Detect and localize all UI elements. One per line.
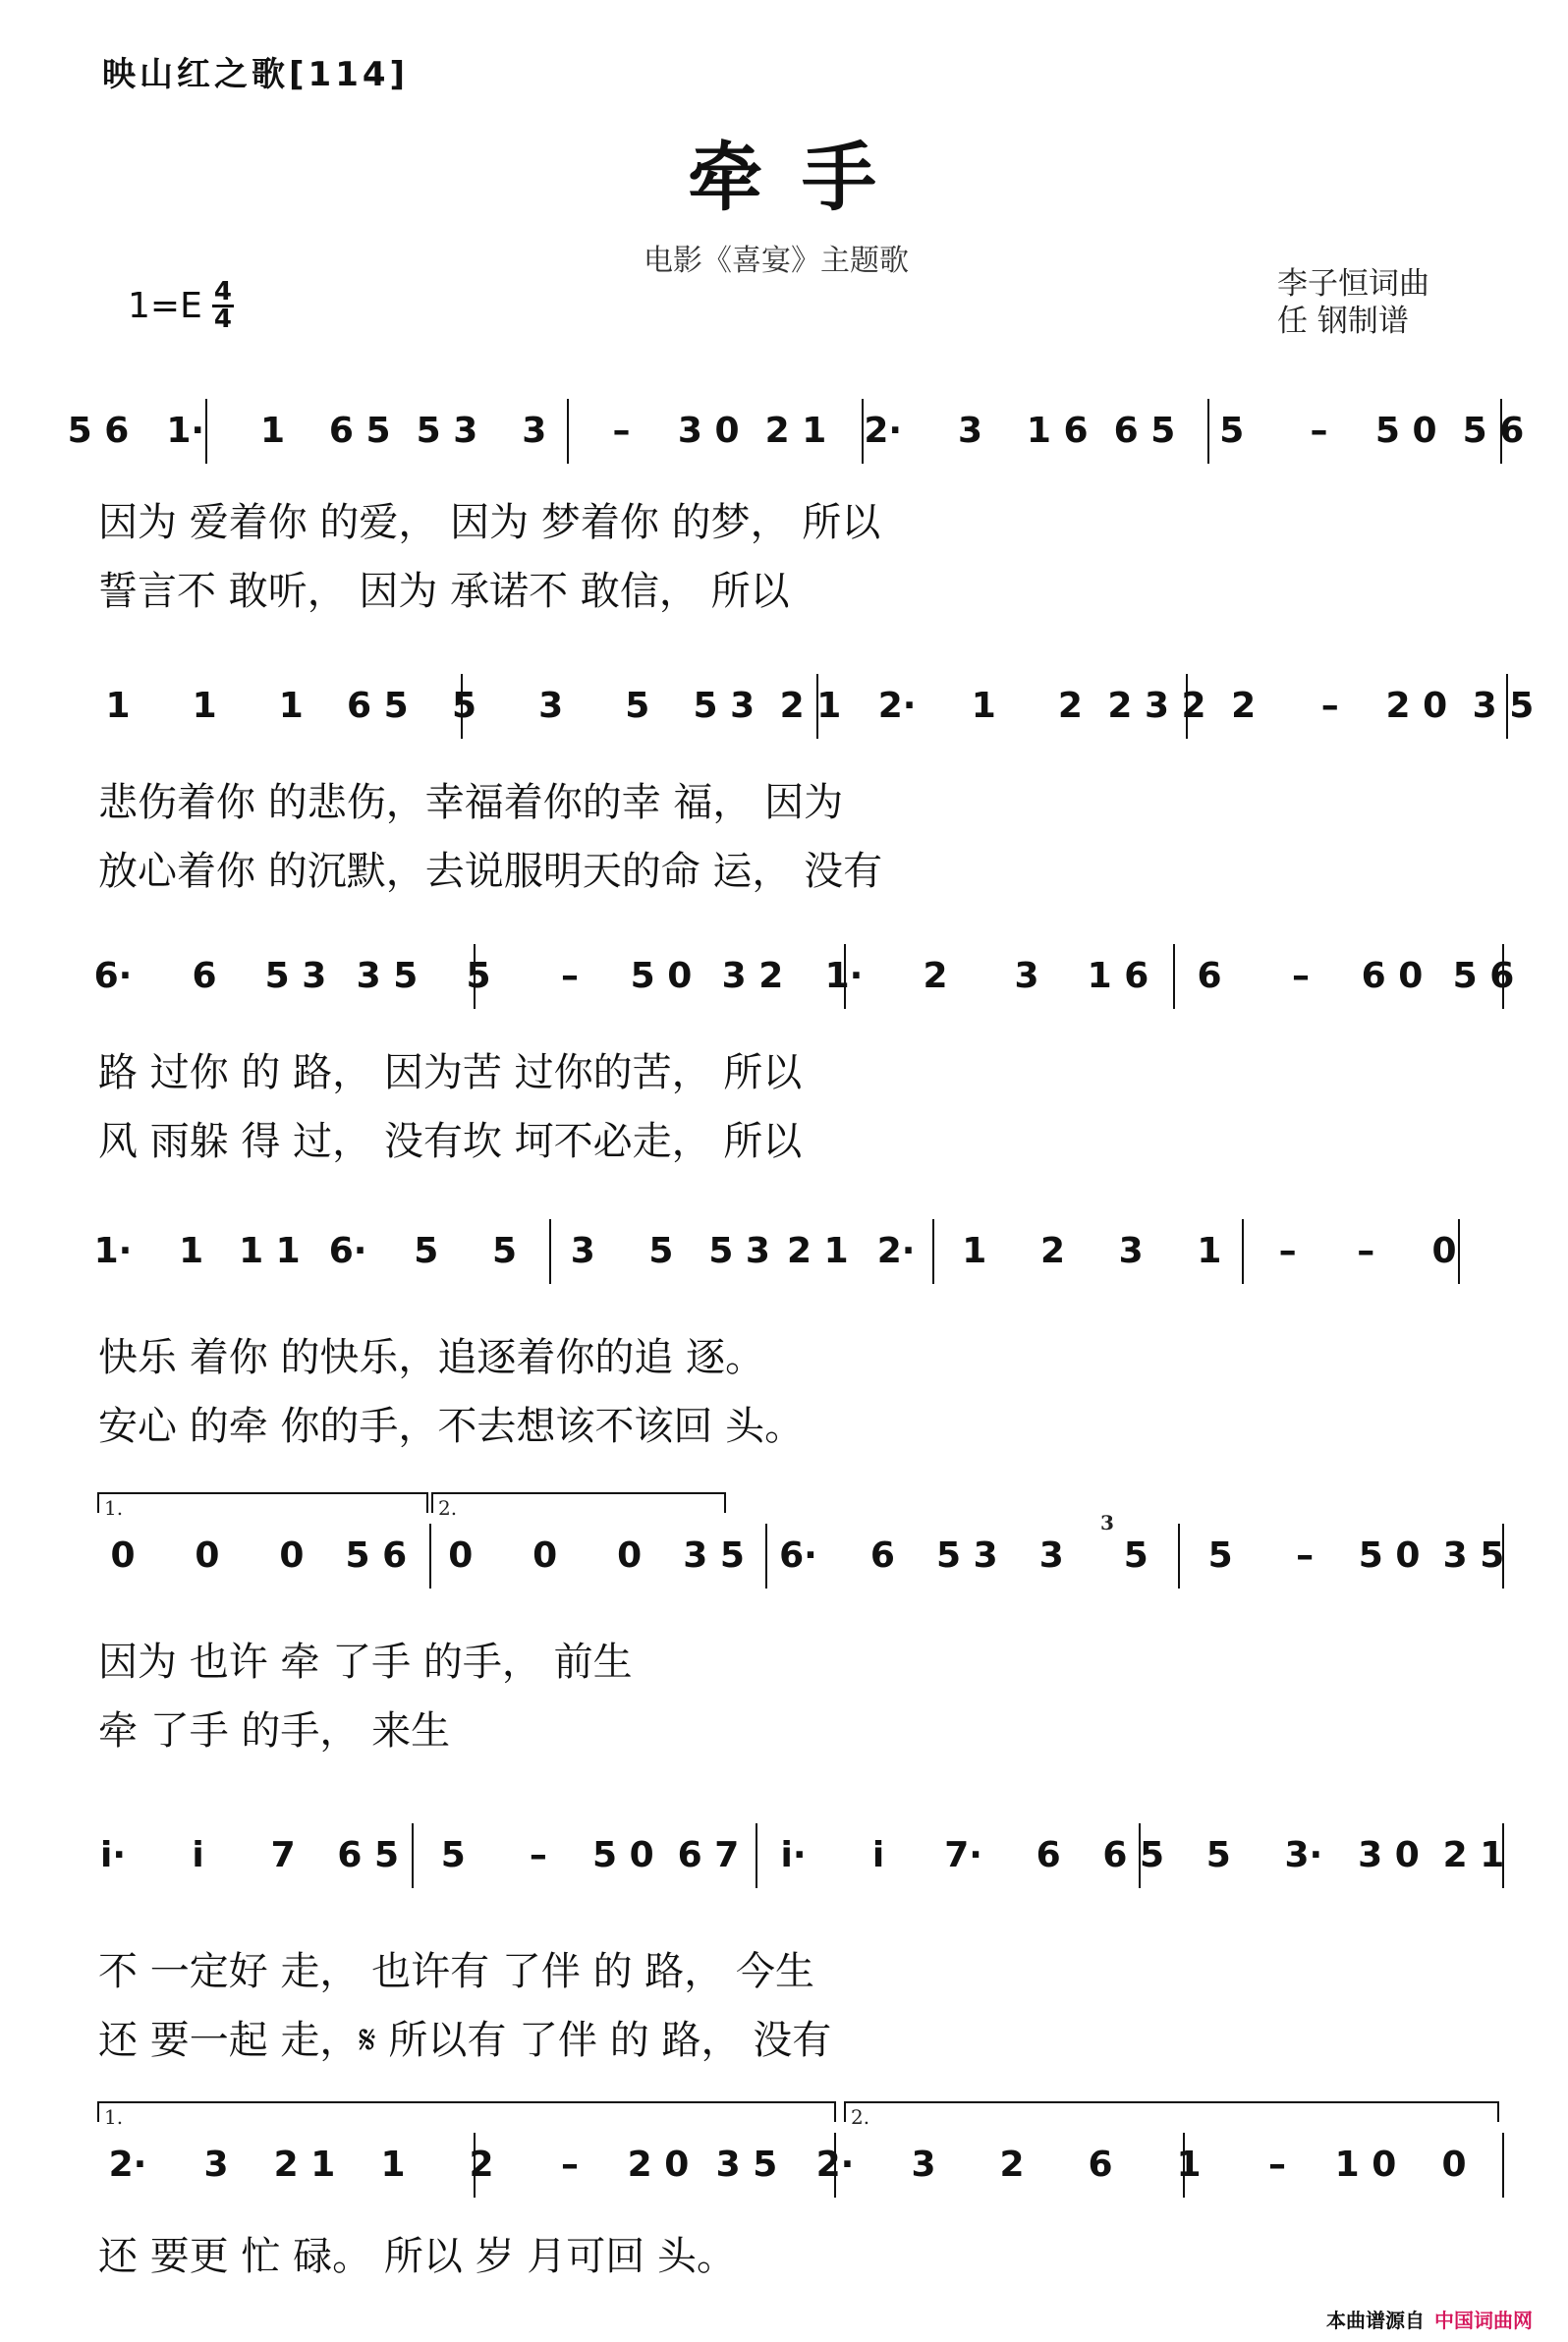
- note-token: 1: [105, 686, 131, 726]
- volta-label: 1.: [104, 1496, 124, 1520]
- note-token: 6·: [328, 1231, 367, 1271]
- note-token: 5: [625, 686, 650, 726]
- note-token: 3: [1038, 1535, 1064, 1576]
- source-label: 本曲谱源自: [1326, 2309, 1425, 2332]
- note-token: 6: [1197, 956, 1222, 996]
- note-token: 3: [538, 686, 564, 726]
- note-token: –: [1310, 411, 1328, 451]
- note-token: 6: [869, 1535, 895, 1576]
- note-token: 5: [1207, 1535, 1233, 1576]
- note-token: 0: [1431, 1231, 1457, 1271]
- note-token: 5: [451, 686, 477, 726]
- note-token: i·: [780, 1835, 807, 1875]
- lyric-line-verse-2: 牵 了手 的手， 来生: [98, 1708, 451, 1754]
- note-token: 5: [1123, 1535, 1148, 1576]
- note-token: 5 0: [592, 1835, 654, 1875]
- lyric-line-verse-2: 放心着你 的沉默，去说服明天的命 运， 没有: [98, 849, 883, 894]
- note-token: 3 2: [721, 956, 784, 996]
- note-token: 6 5: [347, 686, 409, 726]
- lyric-line-verse-1: 还 要更 忙 碌。 所以 岁 月可回 头。: [98, 2234, 737, 2279]
- note-token: 6: [1088, 2145, 1113, 2185]
- note-token: 6 5: [1113, 411, 1176, 451]
- note-token: 5: [440, 1835, 466, 1875]
- note-token: –: [1278, 1231, 1297, 1271]
- note-token: –: [1292, 956, 1310, 996]
- note-token: 2 1: [764, 411, 827, 451]
- note-token: 5: [414, 1231, 439, 1271]
- lyric-line-verse-1: 因为 也许 牵 了手 的手， 前生: [98, 1640, 633, 1685]
- note-token: 5 0: [1374, 411, 1437, 451]
- lyric-line-verse-1: 不 一定好 走， 也许有 了伴 的 路， 今生: [98, 1949, 815, 1994]
- note-token: 1: [278, 686, 304, 726]
- note-token: 2 1: [787, 1231, 849, 1271]
- note-token: 1 6: [1026, 411, 1089, 451]
- volta-label: 1.: [104, 2105, 124, 2129]
- volta-bracket: [845, 2102, 1498, 2122]
- note-token: 5 3: [416, 411, 478, 451]
- volta-bracket: [98, 2102, 835, 2122]
- note-token: 2·: [864, 411, 903, 451]
- note-token: 5 3: [693, 686, 756, 726]
- note-token: 7: [270, 1835, 296, 1875]
- note-token: –: [1296, 1535, 1315, 1576]
- note-token: –: [1320, 686, 1339, 726]
- song-subtitle: 电影《喜宴》主题歌: [644, 244, 909, 278]
- note-token: 6: [192, 956, 217, 996]
- note-token: i: [192, 1835, 204, 1875]
- note-token: 1: [962, 1231, 987, 1271]
- note-token: 1·: [824, 956, 864, 996]
- note-token: –: [612, 411, 631, 451]
- note-token: 3: [1014, 956, 1039, 996]
- note-token: 6 0: [1361, 956, 1424, 996]
- note-token: 5 6: [1452, 956, 1515, 996]
- note-token: 3: [570, 1231, 595, 1271]
- volta-bracket: [98, 1493, 427, 1513]
- lyric-line-verse-2: 风 雨躲 得 过， 没有坎 坷不必走， 所以: [98, 1119, 803, 1164]
- note-token: 1·: [93, 1231, 133, 1271]
- note-token: 0: [617, 1535, 643, 1576]
- note-token: 2·: [108, 2145, 147, 2185]
- note-token: –: [561, 956, 579, 996]
- note-token: i·: [99, 1835, 127, 1875]
- note-token: 2 1: [273, 2145, 336, 2185]
- lyric-line-verse-1: 悲伤着你 的悲伤，幸福着你的幸 福， 因为: [98, 780, 844, 825]
- note-token: 7·: [944, 1835, 982, 1875]
- note-token: 1: [1176, 2145, 1202, 2185]
- note-token: 2: [999, 2145, 1025, 2185]
- note-token: 1 6: [1087, 956, 1149, 996]
- note-token: 5: [648, 1231, 674, 1271]
- note-token: –: [1357, 1231, 1375, 1271]
- note-token: 5: [491, 1231, 518, 1271]
- lyric-line-verse-1: 快乐 着你 的快乐，追逐着你的追 逐。: [98, 1335, 765, 1380]
- lyric-line-verse-1: 路 过你 的 路， 因为苦 过你的苦， 所以: [98, 1050, 803, 1095]
- note-token: 5 6: [1462, 411, 1525, 451]
- note-token: 6·: [93, 956, 133, 996]
- note-token: 1: [380, 2145, 406, 2185]
- note-token: 0: [1441, 2145, 1467, 2185]
- note-token: 5 3: [264, 956, 327, 996]
- note-token: 6: [1036, 1835, 1061, 1875]
- note-token: 2 0: [627, 2145, 690, 2185]
- note-token: 1 1: [239, 1231, 301, 1271]
- key-label: 1=E: [128, 286, 202, 326]
- note-token: 2·: [876, 1231, 916, 1271]
- source-watermark: [1326, 2305, 1533, 2333]
- volta-label: 2.: [438, 1496, 458, 1520]
- note-token: 1 0: [1334, 2145, 1397, 2185]
- note-token: 3 0: [1358, 1835, 1420, 1875]
- note-token: 2 0: [1385, 686, 1448, 726]
- note-token: 0: [279, 1535, 305, 1576]
- note-token: 2: [1057, 686, 1083, 726]
- note-token: 6·: [779, 1535, 817, 1576]
- note-token: 1·: [166, 411, 205, 451]
- note-token: 6 5: [328, 411, 391, 451]
- note-token: 1: [1197, 1231, 1222, 1271]
- note-token: 6 7: [677, 1835, 740, 1875]
- note-token: 2: [469, 2145, 494, 2185]
- note-token: 2: [1039, 1231, 1066, 1271]
- note-token: 5: [1219, 411, 1245, 451]
- note-token: 1: [179, 1231, 204, 1271]
- note-token: 0: [448, 1535, 474, 1576]
- volta-label: 2.: [851, 2105, 870, 2129]
- note-token: 0: [195, 1535, 220, 1576]
- note-token: 0: [532, 1535, 558, 1576]
- song-title: 牵手: [688, 134, 916, 221]
- note-token: 5 6: [67, 411, 130, 451]
- note-token: 5 3: [708, 1231, 770, 1271]
- grace-note: 3: [1100, 1511, 1114, 1534]
- note-token: 3: [1118, 1231, 1144, 1271]
- note-token: 3 5: [683, 1535, 745, 1576]
- note-token: –: [561, 2145, 579, 2185]
- note-token: 5: [466, 956, 491, 996]
- note-token: 3·: [1284, 1835, 1323, 1875]
- volta-bracket: [432, 1493, 725, 1513]
- note-token: 5 0: [1358, 1535, 1421, 1576]
- composer-credit: 李子恒词曲: [1277, 266, 1429, 302]
- site-name: 中国词曲网: [1434, 2309, 1533, 2332]
- note-token: 2·: [877, 686, 917, 726]
- lyric-line-verse-2: 安心 的牵 你的手，不去想该不该回 头。: [98, 1404, 805, 1449]
- note-token: 0: [110, 1535, 136, 1576]
- time-sig-top: 4: [213, 277, 232, 307]
- note-token: –: [1268, 2145, 1286, 2185]
- note-token: 2 3 2: [1107, 686, 1206, 726]
- note-token: 3 0: [677, 411, 740, 451]
- note-token: 5 6: [345, 1535, 408, 1576]
- lyric-line-verse-1: 因为 爱着你 的爱， 因为 梦着你 的梦， 所以: [98, 500, 881, 545]
- note-token: 5: [1205, 1835, 1231, 1875]
- lyric-line-verse-2: 还 要一起 走，𝄋 所以有 了伴 的 路， 没有: [98, 2018, 832, 2063]
- note-token: 3: [203, 2145, 229, 2185]
- note-token: 3: [957, 411, 983, 451]
- time-sig-bottom: 4: [213, 305, 232, 334]
- note-token: i: [871, 1835, 885, 1875]
- note-token: 2: [1231, 686, 1257, 726]
- note-token: 3: [911, 2145, 936, 2185]
- note-token: 1: [259, 411, 286, 451]
- note-token: 6 5: [337, 1835, 400, 1875]
- note-token: 6 5: [1102, 1835, 1165, 1875]
- book-title: 映山红之歌[114]: [102, 55, 410, 94]
- note-token: 3 5: [356, 956, 419, 996]
- note-token: 1: [971, 686, 996, 726]
- note-token: –: [529, 1835, 547, 1875]
- note-token: 3 5: [715, 2145, 778, 2185]
- note-token: 2: [923, 956, 948, 996]
- note-token: 5 0: [630, 956, 693, 996]
- note-token: 2 1: [779, 686, 842, 726]
- lyric-line-verse-2: 誓言不 敢听， 因为 承诺不 敢信， 所以: [98, 569, 790, 614]
- note-token: 1: [192, 686, 217, 726]
- note-token: 5 3: [936, 1535, 998, 1576]
- note-token: 3 5: [1442, 1535, 1505, 1576]
- transcriber-credit: 任 钢制谱: [1277, 304, 1409, 339]
- note-token: 2 1: [1442, 1835, 1505, 1875]
- note-token: 2·: [815, 2145, 855, 2185]
- note-token: 3: [522, 411, 547, 451]
- note-token: 3 5: [1472, 686, 1535, 726]
